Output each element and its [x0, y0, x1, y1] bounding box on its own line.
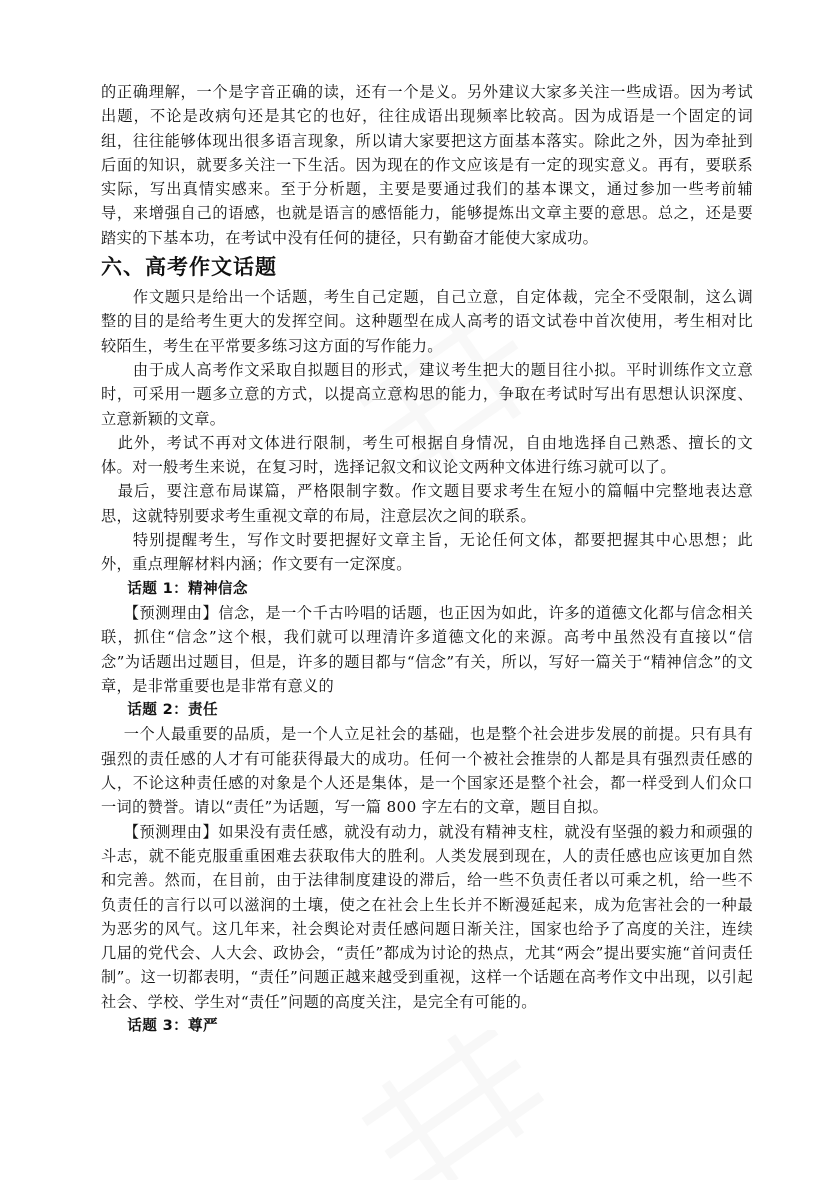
section-paragraph: 作文题只是给出一个话题，考生自己定题，自己立意，自定体裁，完全不受限制，这么调整的目的是给考生更大的发挥空间。这种题型在成人高考的语文试卷中首次使用，考生相对比较陌生，考生在平常要多练习这方面的写作能力。	[101, 288, 753, 355]
section-paragraph: 最后，要注意布局谋篇，严格限制字数。作文题目要求考生在短小的篇幅中完整地表达意思，这就特别要求考生重视文章的布局，注意层次之间的联系。	[101, 482, 753, 525]
topic-1-title: 话题 1：精神信念	[127, 579, 248, 597]
document-page	[101, 80, 753, 1038]
topic-2-prompt: 一个人最重要的品质，是一个人立足社会的基础，也是整个社会进步发展的前提。只有具有强烈的责任感的人才有可能获得最大的成功。任何一个被社会推崇的人都是具有强烈责任感的人，不论这种责任感的对象是个人还是集体，是一个国家还是整个社会，都一样受到人们众口一词的赞誉。请以“责任”为话题，写一篇 800 字左右的文章，题目自拟。	[101, 725, 753, 817]
intro-paragraph: 的正确理解，一个是字音正确的读，还有一个是义。另外建议大家多关注一些成语。因为考试出题，不论是改病句还是其它的也好，往往成语出现频率比较高。因为成语是一个固定的词组，往往能够体现出很多语言现象，所以请大家要把这方面基本落实。除此之外，因为牵扯到后面的知识，就要多关注一下生活。因为现在的作文应该是有一定的现实意义。再有，要联系实际，写出真情实感来。至于分析题，主要是要通过我们的基本课文，通过参加一些考前辅导，来增强自己的语感，也就是语言的感悟能力，能够提炼出文章主要的意思。总之，还是要踏实的下基本功，在考试中没有任何的捷径，只有勤奋才能使大家成功。	[101, 83, 753, 247]
topic-2-reason: 【预测理由】如果没有责任感，就没有动力，就没有精神支柱，就没有坚强的毅力和顽强的斗志，就不能克服重重困难去获取伟大的胜利。人类发展到现在，人的责任感也应该更加自然和完善。然而，在目前，由于法律制度建设的滞后，给一些不负责任者以可乘之机，给一些不负责任的言行以可以滋润的土壤，使之在社会上生长并不断漫延起来，成为危害社会的一种最为恶劣的风气。这几年来，社会舆论对责任感问题日渐关注，国家也给予了高度的关注，连续几届的党代会、人大会、政协会，“责任”都成为讨论的热点，尤其“两会”提出要实施“首问责任制”。这一切都表明，“责任”问题正越来越受到重视，这样一个话题在高考作文中出现，以引起社会、学校、学生对“责任”问题的高度关注，是完全有可能的。	[101, 822, 753, 1011]
section-title: 六、高考作文话题	[101, 254, 277, 280]
section-paragraph: 特别提醒考生，写作文时要把握好文章主旨，无论任何文体，都要把握其中心思想；此外，重点理解材料内涵；作文要有一定深度。	[101, 531, 753, 574]
topic-2-title: 话题 2：责任	[127, 701, 218, 719]
section-paragraph: 由于成人高考作文采取自拟题目的形式，建议考生把大的题目往小拟。平时训练作文立意时，可采用一题多立意的方式，以提高立意构思的能力，争取在考试时写出有思想认识深度、立意新颖的文章。	[101, 360, 753, 428]
topic-1-reason: 【预测理由】信念，是一个千古吟唱的话题，也正因为如此，许多的道德文化都与信念相关联，抓住“信念”这个根，我们就可以理清许多道德文化的来源。高考中虽然没有直接以“信念”为话题出过题目，但是，许多的题目都与“信念”有关，所以，写好一篇关于“精神信念”的文章，是非常重要也是非常有意义的	[101, 603, 753, 695]
watermark-graphic	[330, 1030, 570, 1180]
topic-3-title: 话题 3：尊严	[127, 1016, 218, 1034]
section-paragraph: 此外，考试不再对文体进行限制，考生可根据自身情况，自由地选择自己熟悉、擅长的文体。对一般考生来说，在复习时，选择记叙文和议论文两种文体进行练习就可以了。	[101, 433, 753, 477]
